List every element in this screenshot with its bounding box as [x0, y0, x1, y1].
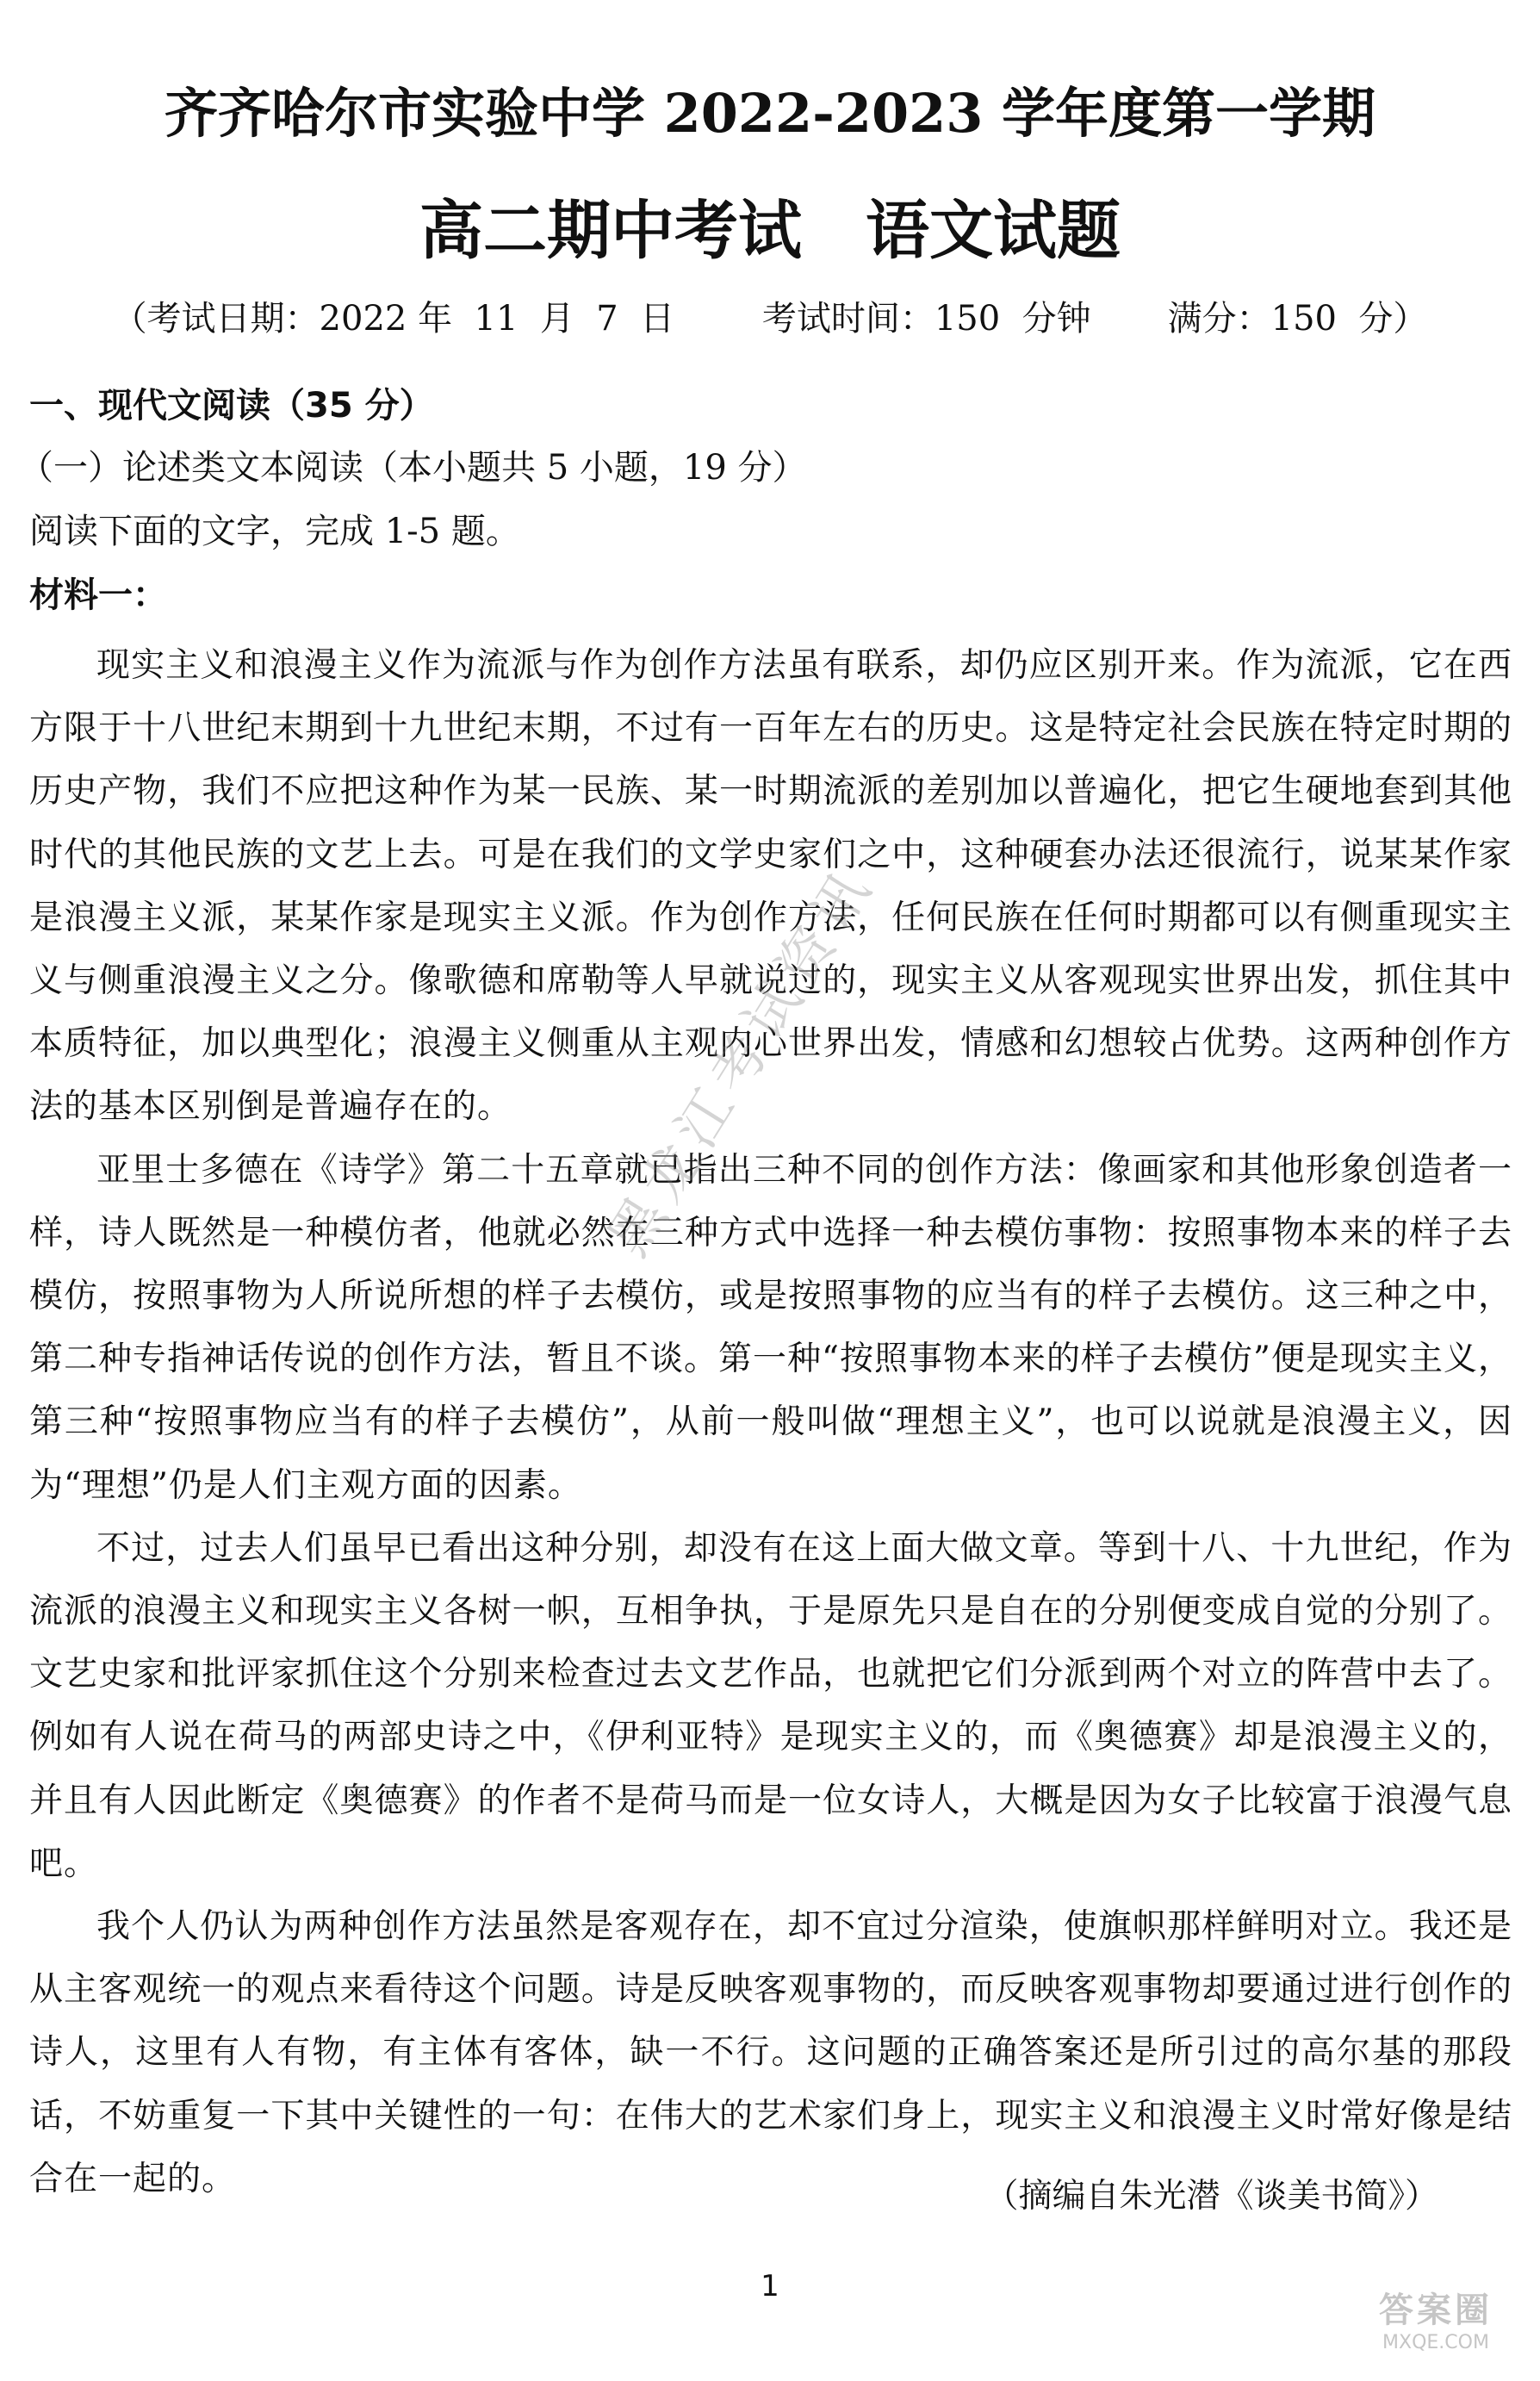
corner-logo-url: MXQE.COM	[1382, 2332, 1489, 2353]
source-citation: （摘编自朱光潜《谈美书简》）	[984, 2177, 1438, 2216]
exam-title-line1: 齐齐哈尔市实验中学 2022-2023 学年度第一学期	[164, 82, 1376, 145]
material-body	[29, 634, 1512, 2210]
corner-logo	[1354, 2290, 1518, 2362]
material-heading: 材料一：	[29, 575, 167, 615]
body-paragraph: 亚里士多德在《诗学》第二十五章就已指出三种不同的创作方法：像画家和其他形象创造者一样，诗人既然是一种模仿者，他就必然在三种方式中选择一种去模仿事物：按照事物本来的样子去模仿，按照事物为人所说所想的样子去模仿，或是按照事物的应当有的样子去模仿。这三种之中，第二种专指神话传说的创作方法，暂且不谈。第一种“按照事物本来的样子去模仿”便是现实主义，第三种“按照事物应当有的样子去模仿”，从前一般叫做“理想主义”，也可以说就是浪漫主义，因为“理想”仍是人们主观方面的因素。	[29, 1150, 1512, 1505]
corner-logo-main: 答案圈	[1379, 2291, 1493, 2330]
body-paragraph: 我个人仍认为两种创作方法虽然是客观存在，却不宜过分渲染，使旗帜那样鲜明对立。我还是从主客观统一的观点来看待这个问题。诗是反映客观事物的，而反映客观事物却要通过进行创作的诗人，这里有人有物，有主体有客体，缺一不行。这问题的正确答案还是所引过的高尔基的那段话，不妨重复一下其中关键性的一句：在伟大的艺术家们身上，现实主义和浪漫主义时常好像是结合在一起的。	[29, 1907, 1512, 2198]
section-heading: 一、现代文阅读（35 分）	[29, 386, 434, 426]
exam-title-line2: 高二期中考试 语文试题	[419, 194, 1121, 268]
body-paragraph: 现实主义和浪漫主义作为流派与作为创作方法虽有联系，却仍应区别开来。作为流派，它在西方限于十八世纪末期到十九世纪末期，不过有一百年左右的历史。这是特定社会民族在特定时期的历史产物，我们不应把这种作为某一民族、某一时期流派的差别加以普遍化，把它生硬地套到其他时代的其他民族的文艺上去。可是在我们的文学史家们之中，这种硬套办法还很流行，说某某作家是浪漫主义派，某某作家是现实主义派。作为创作方法，任何民族在任何时期都可以有侧重现实主义与侧重浪漫主义之分。像歌德和席勒等人早就说过的，现实主义从客观现实世界出发，抓住其中本质特征，加以典型化；浪漫主义侧重从主观内心世界出发，情感和幻想较占优势。这两种创作方法的基本区别倒是普遍存在的。	[29, 646, 1512, 1127]
reading-instruction: 阅读下面的文字，完成 1-5 题。	[29, 512, 520, 551]
watermark-text: 黑龙江考试资讯	[596, 855, 887, 1267]
exam-meta-info: （考试日期：2022 年 11 月 7 日 考试时间：150 分钟 满分：150 分）	[112, 299, 1428, 339]
page-number: 1	[761, 2269, 779, 2303]
body-paragraph: 不过，过去人们虽早已看出这种分别，却没有在这上面大做文章。等到十八、十九世纪，作为流派的浪漫主义和现实主义各树一帜，互相争执，于是原先只是自在的分别便变成自觉的分别了。文艺史家和批评家抓住这个分别来检查过去文艺作品，也就把它们分派到两个对立的阵营中去了。例如有人说在荷马的两部史诗之中，《伊利亚特》是现实主义的，而《奥德赛》却是浪漫主义的，并且有人因此断定《奥德赛》的作者不是荷马而是一位女诗人，大概是因为女子比较富于浪漫气息吧。	[29, 1528, 1512, 1883]
subsection-heading: （一）论述类文本阅读（本小题共 5 小题，19 分）	[19, 448, 807, 488]
